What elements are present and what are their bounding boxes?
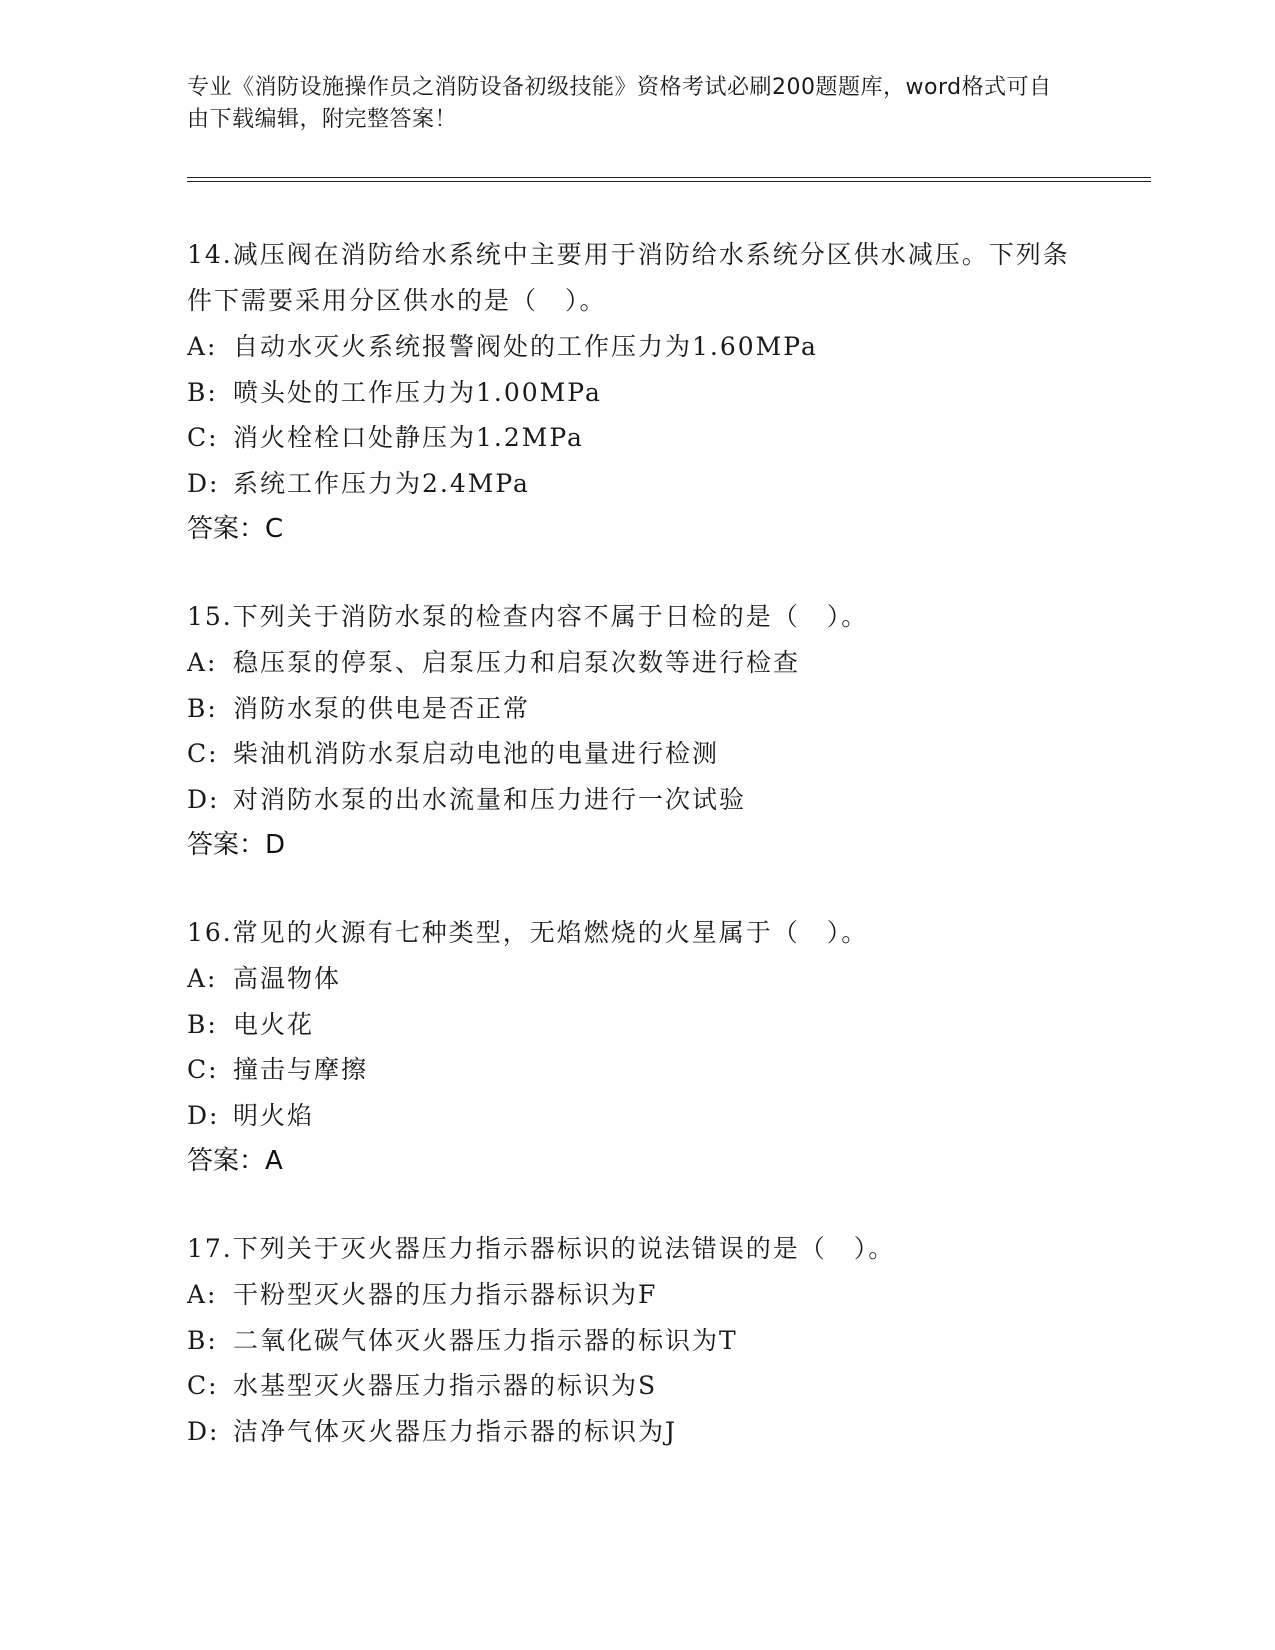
option-text: 水基型灭火器压力指示器的标识为S <box>233 1371 658 1400</box>
answer-label: 答案： <box>187 514 266 544</box>
option-letter: A: <box>187 1280 218 1309</box>
question-15 <box>187 594 1087 868</box>
document-header: 专业《消防设施操作员之消防设备初级技能》资格考试必刷200题题库，word格式可自由下载编辑，附完整答案！ <box>187 75 1052 132</box>
answer-line <box>187 822 1087 868</box>
option-text: 电火花 <box>233 1009 315 1039</box>
option-text: 消火栓栓口处静压为1.2MPa <box>233 423 584 452</box>
option-text: 干粉型灭火器的压力指示器标识为F <box>233 1280 658 1309</box>
option-c <box>187 1047 1087 1093</box>
option-c <box>187 1363 1087 1409</box>
question-14 <box>187 232 1087 552</box>
option-letter: A: <box>187 648 218 677</box>
option-text: 柴油机消防水泵启动电池的电量进行检测 <box>233 739 720 768</box>
question-stem: 15.下列关于消防水泵的检查内容不属于日检的是（ ）。 <box>187 602 869 631</box>
option-text: 对消防水泵的出水流量和压力进行一次试验 <box>233 784 747 814</box>
option-letter: A: <box>187 964 218 993</box>
option-text: 撞击与摩擦 <box>233 1055 369 1084</box>
option-letter: C: <box>187 1371 219 1400</box>
option-d <box>187 461 1087 507</box>
option-letter: B: <box>187 693 218 723</box>
question-stem: 16.常见的火源有七种类型，无焰燃烧的火星属于（ ）。 <box>187 918 869 947</box>
option-text: 自动水灭火系统报警阀处的工作压力为1.60MPa <box>233 332 818 361</box>
question-list <box>187 232 1087 1496</box>
option-letter: D: <box>187 784 220 814</box>
option-c <box>187 415 1087 461</box>
option-text: 稳压泵的停泵、启泵压力和启泵次数等进行检查 <box>233 648 801 677</box>
option-a <box>187 1272 1087 1318</box>
option-letter: D: <box>187 1416 220 1446</box>
option-letter: B: <box>187 377 218 407</box>
answer-label: 答案： <box>187 830 266 860</box>
option-letter: D: <box>187 468 220 498</box>
option-b <box>187 686 1087 732</box>
answer-value: D <box>265 830 286 860</box>
option-letter: D: <box>187 1100 220 1130</box>
option-text: 二氧化碳气体灭火器压力指示器的标识为T <box>233 1325 738 1355</box>
option-text: 高温物体 <box>233 964 342 993</box>
option-b <box>187 1318 1087 1364</box>
option-letter: C: <box>187 1055 219 1084</box>
option-a <box>187 956 1087 1002</box>
option-c <box>187 731 1087 777</box>
option-text: 洁净气体灭火器压力指示器的标识为J <box>233 1416 678 1446</box>
option-text: 明火焰 <box>233 1100 315 1130</box>
option-a <box>187 640 1087 686</box>
option-d <box>187 1409 1087 1455</box>
option-letter: C: <box>187 423 219 452</box>
option-d <box>187 1093 1087 1139</box>
question-stem: 14.减压阀在消防给水系统中主要用于消防给水系统分区供水减压。下列条件下需要采用分区供水的是（ ）。 <box>187 240 1070 315</box>
option-letter: B: <box>187 1009 218 1039</box>
answer-value: A <box>265 1146 283 1176</box>
option-letter: B: <box>187 1325 218 1355</box>
option-letter: A: <box>187 332 218 361</box>
option-letter: C: <box>187 739 219 768</box>
answer-line <box>187 1138 1087 1184</box>
question-16 <box>187 910 1087 1184</box>
question-stem: 17.下列关于灭火器压力指示器标识的说法错误的是（ ）。 <box>187 1234 896 1263</box>
option-text: 消防水泵的供电是否正常 <box>233 693 531 723</box>
question-17 <box>187 1226 1087 1454</box>
answer-label: 答案： <box>187 1146 266 1176</box>
header-divider <box>187 177 1151 182</box>
answer-value: C <box>265 514 284 544</box>
option-a <box>187 324 1087 370</box>
option-text: 系统工作压力为2.4MPa <box>233 468 530 498</box>
option-d <box>187 777 1087 823</box>
option-b <box>187 370 1087 416</box>
answer-line <box>187 506 1087 552</box>
option-text: 喷头处的工作压力为1.00MPa <box>233 377 602 407</box>
option-b <box>187 1002 1087 1048</box>
